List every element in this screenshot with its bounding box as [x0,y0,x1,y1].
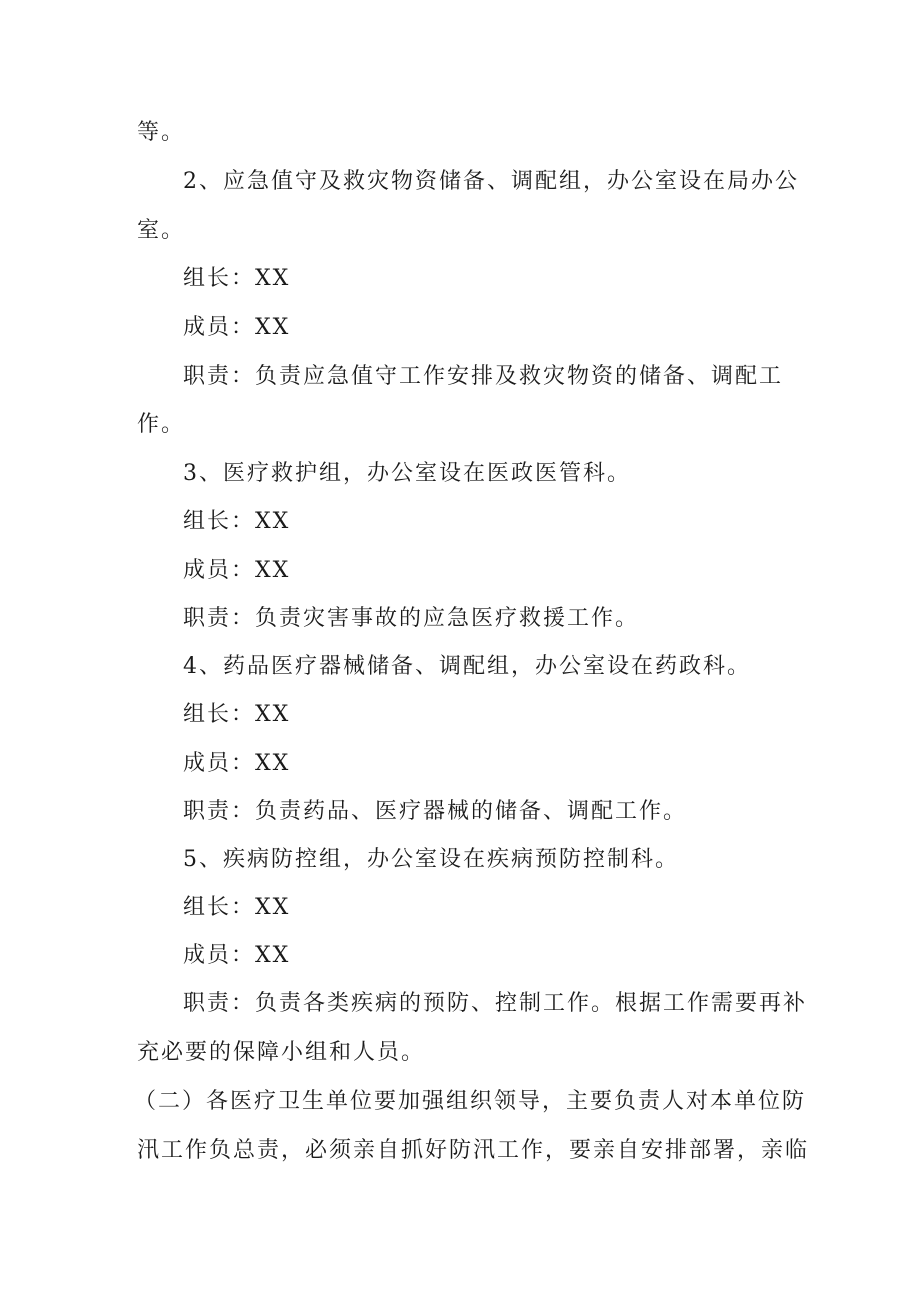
text-line-22: 汛工作负总责，必须亲自抓好防汛工作，要亲自安排部署，亲临 [137,1138,810,1163]
text-line-13: 组长：XX [183,702,291,727]
text-line-8: 3、医疗救护组，办公室设在医政医管科。 [183,461,631,486]
text-line-21: （二）各医疗卫生单位要加强组织领导，主要负责人对本单位防 [134,1089,807,1114]
text-line-19: 职责：负责各类疾病的预防、控制工作。根据工作需要再补 [183,991,808,1016]
text-line-16: 5、疾病防控组，办公室设在疾病预防控制科。 [183,847,679,872]
text-line-2: 2、应急值守及救灾物资储备、调配组，办公室设在局办公 [183,169,799,194]
text-line-14: 成员：XX [183,751,291,776]
text-line-12: 4、药品医疗器械储备、调配组，办公室设在药政科。 [183,654,751,679]
text-line-3: 室。 [137,218,186,243]
text-line-20: 充必要的保障小组和人员。 [137,1040,426,1065]
text-line-15: 职责：负责药品、医疗器械的储备、调配工作。 [183,799,688,824]
text-line-4: 组长：XX [183,266,291,291]
text-line-1: 等。 [137,120,186,145]
text-line-11: 职责：负责灾害事故的应急医疗救援工作。 [183,606,640,631]
text-line-7: 作。 [137,412,186,437]
text-line-17: 组长：XX [183,895,291,920]
text-line-18: 成员：XX [183,943,291,968]
text-line-9: 组长：XX [183,509,291,534]
text-line-6: 职责：负责应急值守工作安排及救灾物资的储备、调配工 [183,364,784,389]
text-line-10: 成员：XX [183,558,291,583]
text-line-5: 成员：XX [183,315,291,340]
